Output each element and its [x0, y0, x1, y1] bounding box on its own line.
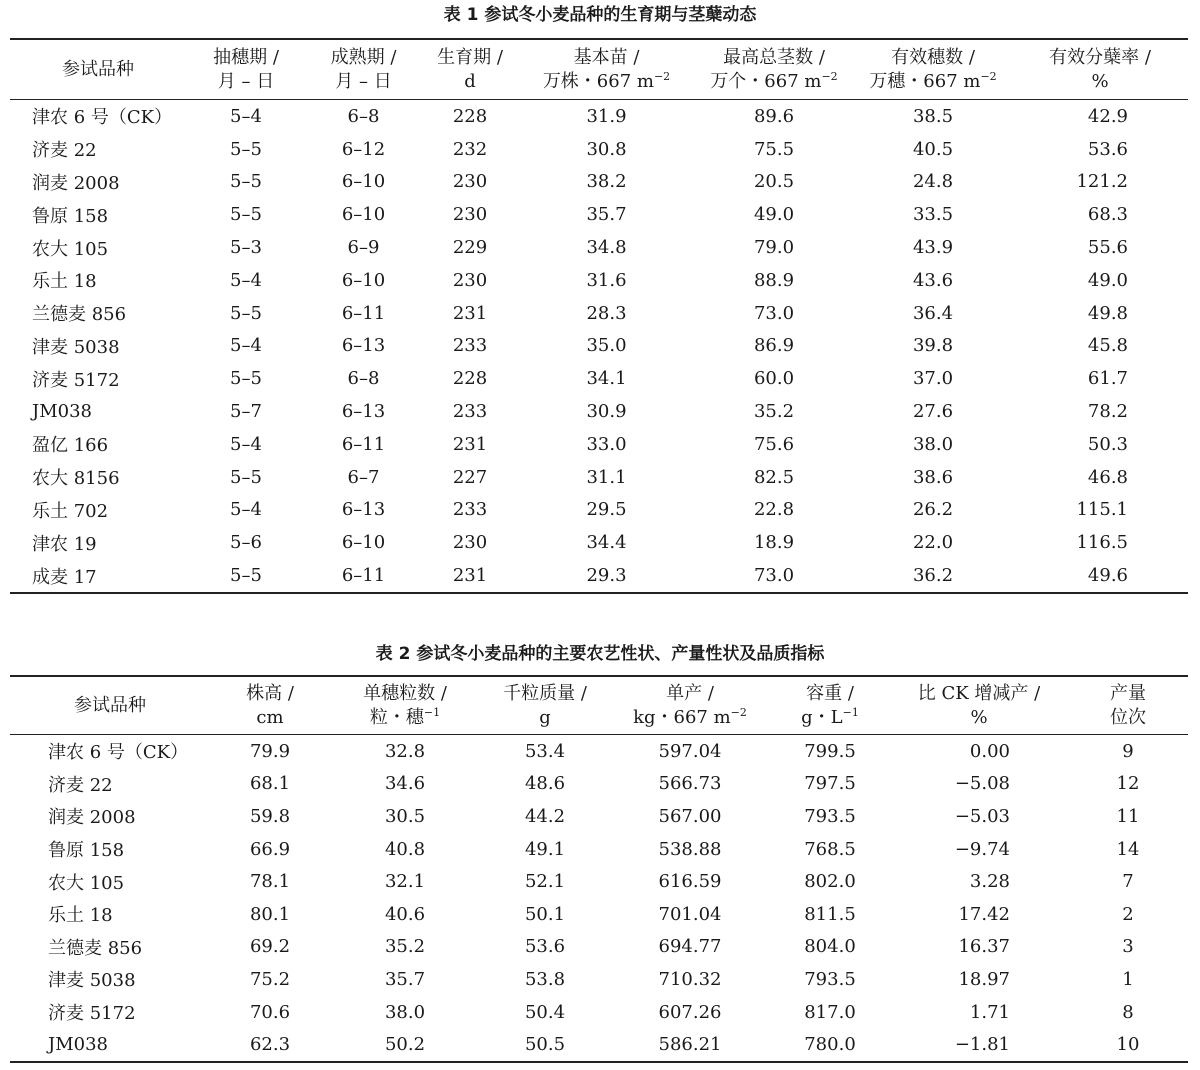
value-cell: 567.00	[658, 805, 722, 827]
value-cell: 22.0	[912, 532, 954, 554]
value-cell: 710.32	[658, 968, 722, 990]
table-row	[10, 768, 1188, 801]
value-cell: 49.6	[1087, 565, 1128, 587]
value-cell: 7	[1122, 871, 1134, 893]
value-cell: 75.2	[249, 968, 291, 990]
table-row	[10, 198, 1188, 231]
value-cell: 14	[1116, 838, 1140, 860]
value-cell: 233	[452, 335, 488, 357]
value-cell: 5–6	[230, 532, 262, 554]
header-line1: 有效穗数 /	[891, 46, 975, 68]
table-row	[10, 833, 1188, 866]
value-cell: 811.5	[804, 903, 856, 925]
value-cell: 55.6	[1087, 237, 1128, 259]
table2-caption: 表 2 参试冬小麦品种的主要农艺性状、产量性状及品质指标	[375, 644, 825, 664]
header-line2: kg・667 m	[633, 706, 731, 728]
header-line2: g・L	[801, 706, 843, 728]
header-line2: 粒・穗	[369, 706, 424, 728]
value-cell: 49.0	[1087, 269, 1128, 291]
value-cell: 22.8	[753, 499, 795, 521]
table-row	[10, 735, 1188, 768]
value-cell: 5–4	[230, 499, 262, 521]
value-cell: 68.1	[249, 773, 291, 795]
value-cell: 34.4	[586, 532, 627, 554]
value-cell: 768.5	[804, 838, 856, 860]
value-cell: 46.8	[1087, 466, 1128, 488]
variety-name-cell: 鲁原 158	[32, 205, 109, 227]
table1-header-5	[694, 39, 854, 100]
value-cell: 59.8	[249, 805, 291, 827]
variety-name-cell: 乐土 18	[32, 271, 97, 293]
value-cell: 61.7	[1087, 368, 1128, 390]
variety-name-cell: 成麦 17	[32, 566, 97, 588]
value-cell: 5–3	[230, 237, 262, 259]
value-cell: −1.81	[954, 1034, 1010, 1056]
value-cell: 5–4	[230, 269, 262, 291]
value-cell: 6–11	[341, 433, 386, 455]
variety-name-cell: 兰德麦 856	[48, 937, 143, 959]
value-cell: 53.6	[524, 936, 566, 958]
table2-body	[10, 735, 1188, 1062]
value-cell: 31.9	[586, 105, 627, 127]
value-cell: 538.88	[658, 838, 722, 860]
value-cell: 30.9	[586, 401, 627, 423]
header-line2: %	[970, 706, 988, 728]
value-cell: 6–12	[341, 138, 386, 160]
value-cell: 5–5	[230, 368, 262, 390]
value-cell: 34.1	[586, 368, 627, 390]
value-cell: 38.0	[912, 433, 954, 455]
value-cell: 35.7	[586, 204, 627, 226]
variety-name-cell: 济麦 22	[48, 774, 113, 796]
value-cell: 230	[452, 171, 488, 193]
value-cell: 17.42	[958, 903, 1010, 925]
table-row	[10, 166, 1188, 199]
value-cell: 35.0	[586, 335, 627, 357]
header-line2: g	[539, 706, 551, 728]
value-cell: 5–5	[230, 171, 262, 193]
value-cell: 40.8	[384, 838, 426, 860]
header-line2: 位次	[1110, 706, 1146, 728]
value-cell: 566.73	[658, 773, 722, 795]
table-row	[10, 898, 1188, 931]
value-cell: 6–8	[347, 105, 380, 127]
value-cell: 6–13	[341, 335, 386, 357]
value-cell: 32.8	[384, 740, 426, 762]
table-row	[10, 428, 1188, 461]
value-cell: 5–5	[230, 302, 262, 324]
variety-name-cell: 盈亿 166	[32, 435, 109, 457]
table-row	[10, 526, 1188, 559]
header-unit-exponent: −2	[653, 69, 671, 83]
value-cell: 597.04	[658, 740, 722, 762]
value-cell: 75.6	[753, 433, 795, 455]
value-cell: 230	[452, 532, 488, 554]
variety-name-cell: 润麦 2008	[48, 807, 136, 829]
value-cell: 48.6	[524, 773, 566, 795]
variety-name-cell: 济麦 5172	[48, 1003, 136, 1025]
value-cell: 49.1	[524, 838, 566, 860]
table2-header-5	[770, 676, 890, 735]
value-cell: 86.9	[753, 335, 795, 357]
value-cell: 6–10	[341, 204, 386, 226]
variety-name-cell: 农大 105	[32, 238, 109, 260]
value-cell: 78.1	[249, 871, 291, 893]
table1-caption: 表 1 参试冬小麦品种的生育期与茎蘖动态	[443, 5, 757, 25]
value-cell: 33.5	[912, 204, 954, 226]
value-cell: 6–13	[341, 401, 386, 423]
value-cell: 797.5	[804, 773, 856, 795]
value-cell: 40.6	[384, 903, 426, 925]
header-line1: 抽穗期 /	[213, 46, 279, 68]
value-cell: 5–4	[230, 433, 262, 455]
value-cell: 694.77	[658, 936, 722, 958]
value-cell: 50.3	[1087, 433, 1128, 455]
value-cell: 233	[452, 499, 488, 521]
value-cell: 73.0	[753, 565, 795, 587]
value-cell: 50.1	[524, 903, 566, 925]
table-row	[10, 931, 1188, 964]
value-cell: 28.3	[586, 302, 627, 324]
value-cell: 34.6	[384, 773, 426, 795]
value-cell: 228	[452, 368, 488, 390]
value-cell: 230	[452, 269, 488, 291]
table1-header-3	[421, 39, 519, 100]
value-cell: 35.2	[384, 936, 426, 958]
table2-header-2	[330, 676, 480, 735]
value-cell: 80.1	[249, 903, 291, 925]
value-cell: 30.8	[586, 138, 627, 160]
header-line2: d	[464, 70, 476, 92]
header-line2: 万穗・667 m	[869, 70, 981, 92]
table-row	[10, 494, 1188, 527]
value-cell: 231	[452, 565, 488, 587]
table2-header-1	[210, 676, 330, 735]
value-cell: 799.5	[804, 740, 856, 762]
header-line2: %	[1091, 70, 1109, 92]
table-row	[10, 231, 1188, 264]
header-line1: 比 CK 增减产 /	[917, 682, 1041, 704]
value-cell: −5.08	[954, 773, 1010, 795]
value-cell: 38.0	[384, 1001, 426, 1023]
variety-name-cell: 鲁原 158	[48, 840, 125, 862]
value-cell: 75.5	[753, 138, 795, 160]
variety-name-cell: JM038	[48, 1034, 109, 1056]
value-cell: 73.0	[753, 302, 795, 324]
value-cell: 27.6	[912, 401, 954, 423]
table-row	[10, 330, 1188, 363]
value-cell: 38.2	[586, 171, 627, 193]
value-cell: 39.8	[912, 335, 954, 357]
variety-name-cell: 津农 6 号（CK）	[48, 742, 189, 764]
value-cell: 6–8	[347, 368, 380, 390]
table2	[10, 675, 1188, 1063]
value-cell: 793.5	[804, 968, 856, 990]
value-cell: 18.9	[753, 532, 795, 554]
header-unit-exponent: −2	[821, 69, 838, 83]
table1-header-1	[186, 39, 306, 100]
value-cell: 53.6	[1087, 138, 1128, 160]
variety-name-cell: 津麦 5038	[32, 336, 120, 358]
value-cell: 6–11	[341, 302, 386, 324]
value-cell: 121.2	[1076, 171, 1128, 193]
value-cell: 82.5	[753, 466, 795, 488]
value-cell: 49.0	[753, 204, 795, 226]
value-cell: 233	[452, 401, 488, 423]
value-cell: 5–7	[230, 401, 262, 423]
variety-name-cell: 乐土 18	[48, 905, 113, 927]
table-row	[10, 865, 1188, 898]
value-cell: 5–5	[230, 466, 262, 488]
value-cell: 66.9	[249, 838, 291, 860]
value-cell: 89.6	[753, 105, 795, 127]
table1-body	[10, 100, 1188, 593]
value-cell: −5.03	[954, 805, 1010, 827]
table1-header-2	[306, 39, 421, 100]
value-cell: 586.21	[658, 1034, 722, 1056]
header-line2: 万株・667 m	[542, 70, 654, 92]
value-cell: 40.5	[912, 138, 954, 160]
value-cell: 35.2	[753, 401, 795, 423]
table-row	[10, 1028, 1188, 1062]
variety-name-cell: 济麦 5172	[32, 369, 120, 391]
value-cell: 49.8	[1087, 302, 1128, 324]
value-cell: 34.8	[586, 237, 627, 259]
header-line1: 产量	[1110, 682, 1146, 704]
value-cell: 0.00	[969, 740, 1010, 762]
value-cell: 11	[1116, 805, 1140, 827]
value-cell: 35.7	[384, 968, 426, 990]
header-unit-exponent: −1	[842, 705, 859, 719]
value-cell: 6–11	[341, 565, 386, 587]
value-cell: 6–10	[341, 269, 386, 291]
value-cell: 78.2	[1087, 401, 1128, 423]
header-line1: 最高总茎数 /	[723, 46, 825, 68]
value-cell: 2	[1122, 903, 1134, 925]
header-unit-exponent: −1	[423, 705, 441, 719]
value-cell: 616.59	[658, 871, 722, 893]
header-line1: 生育期 /	[437, 46, 503, 68]
table-row	[10, 395, 1188, 428]
value-cell: 50.5	[524, 1034, 566, 1056]
value-cell: 607.26	[658, 1001, 722, 1023]
value-cell: 8	[1122, 1001, 1134, 1023]
value-cell: 38.5	[912, 105, 954, 127]
table1	[10, 38, 1188, 594]
value-cell: 18.97	[958, 968, 1010, 990]
value-cell: 6–13	[341, 499, 386, 521]
value-cell: 231	[452, 302, 488, 324]
value-cell: 31.1	[586, 466, 627, 488]
value-cell: 29.5	[586, 499, 627, 521]
variety-name-cell: 润麦 2008	[32, 172, 120, 194]
value-cell: 115.1	[1076, 499, 1128, 521]
value-cell: 29.3	[586, 565, 627, 587]
value-cell: 88.9	[753, 269, 795, 291]
value-cell: 24.8	[912, 171, 954, 193]
table1-header-6	[854, 39, 1012, 100]
value-cell: 50.4	[524, 1001, 566, 1023]
value-cell: 9	[1122, 740, 1134, 762]
value-cell: 231	[452, 433, 488, 455]
header-line1: 基本苗 /	[573, 46, 640, 68]
value-cell: 79.9	[249, 740, 291, 762]
value-cell: 6–7	[347, 466, 380, 488]
header-line1: 单穗粒数 /	[363, 682, 447, 704]
value-cell: 227	[452, 466, 488, 488]
value-cell: 50.2	[384, 1034, 426, 1056]
value-cell: 228	[452, 105, 488, 127]
variety-name-cell: JM038	[32, 401, 93, 423]
table1-header-4	[519, 39, 694, 100]
value-cell: 229	[452, 237, 488, 259]
value-cell: 32.1	[384, 871, 426, 893]
value-cell: 12	[1116, 773, 1140, 795]
value-cell: 5–4	[230, 335, 262, 357]
table-row	[10, 461, 1188, 494]
table1-header-row	[10, 39, 1188, 100]
header-line1: 有效分蘖率 /	[1049, 46, 1151, 68]
value-cell: 232	[452, 138, 488, 160]
value-cell: 5–4	[230, 105, 262, 127]
variety-name-cell: 农大 105	[48, 872, 125, 894]
value-cell: 3.28	[969, 871, 1010, 893]
table-row	[10, 264, 1188, 297]
value-cell: 16.37	[958, 936, 1010, 958]
value-cell: 10	[1116, 1034, 1140, 1056]
header-line2: 月 – 日	[217, 70, 275, 92]
value-cell: 3	[1122, 936, 1134, 958]
header-line1: 容重 /	[806, 682, 854, 704]
value-cell: 37.0	[912, 368, 954, 390]
value-cell: 52.1	[524, 871, 566, 893]
header-line2: cm	[256, 706, 284, 728]
variety-name-cell: 津农 19	[32, 533, 97, 555]
table2-header-7	[1068, 676, 1188, 735]
value-cell: 45.8	[1087, 335, 1128, 357]
table2-header-4	[610, 676, 770, 735]
table-row	[10, 100, 1188, 133]
value-cell: 44.2	[524, 805, 566, 827]
value-cell: 6–9	[347, 237, 380, 259]
header-unit-exponent: −2	[980, 69, 997, 83]
table1-header-0	[10, 39, 186, 100]
value-cell: 817.0	[804, 1001, 856, 1023]
table-row	[10, 996, 1188, 1029]
value-cell: 53.8	[524, 968, 566, 990]
table2-header-row	[10, 676, 1188, 735]
value-cell: 43.6	[912, 269, 954, 291]
value-cell: 6–10	[341, 171, 386, 193]
header-line1: 参试品种	[62, 58, 134, 80]
value-cell: 5–5	[230, 565, 262, 587]
variety-name-cell: 乐土 702	[32, 500, 109, 522]
value-cell: 5–5	[230, 204, 262, 226]
value-cell: 31.6	[586, 269, 627, 291]
value-cell: 43.9	[912, 237, 954, 259]
table-row	[10, 559, 1188, 593]
table2-header-0	[10, 676, 210, 735]
value-cell: 42.9	[1087, 105, 1128, 127]
variety-name-cell: 济麦 22	[32, 140, 97, 162]
value-cell: 36.4	[912, 302, 954, 324]
variety-name-cell: 兰德麦 856	[32, 304, 127, 326]
value-cell: 79.0	[753, 237, 795, 259]
value-cell: 26.2	[912, 499, 954, 521]
value-cell: 5–5	[230, 138, 262, 160]
header-line1: 株高 /	[246, 682, 294, 704]
value-cell: −9.74	[954, 838, 1010, 860]
value-cell: 1.71	[969, 1001, 1010, 1023]
table1-header-7	[1012, 39, 1188, 100]
variety-name-cell: 农大 8156	[32, 468, 120, 490]
value-cell: 30.5	[384, 805, 426, 827]
header-line1: 单产 /	[666, 682, 714, 704]
header-line1: 成熟期 /	[330, 46, 397, 68]
table-row	[10, 297, 1188, 330]
value-cell: 38.6	[912, 466, 954, 488]
value-cell: 802.0	[804, 871, 856, 893]
value-cell: 116.5	[1076, 532, 1128, 554]
value-cell: 68.3	[1087, 204, 1128, 226]
header-line2: 月 – 日	[335, 70, 392, 92]
header-unit-exponent: −2	[730, 705, 747, 719]
value-cell: 20.5	[753, 171, 795, 193]
value-cell: 53.4	[524, 740, 566, 762]
table2-header-6	[890, 676, 1068, 735]
table-row	[10, 800, 1188, 833]
value-cell: 69.2	[249, 936, 291, 958]
value-cell: 33.0	[586, 433, 627, 455]
header-line1: 千粒质量 /	[503, 682, 587, 704]
value-cell: 230	[452, 204, 488, 226]
value-cell: 793.5	[804, 805, 856, 827]
value-cell: 70.6	[249, 1001, 291, 1023]
table-row	[10, 362, 1188, 395]
value-cell: 1	[1122, 968, 1134, 990]
variety-name-cell: 津麦 5038	[48, 970, 136, 992]
value-cell: 36.2	[912, 565, 954, 587]
header-line1: 参试品种	[74, 694, 146, 716]
value-cell: 62.3	[249, 1034, 291, 1056]
table2-header-3	[480, 676, 610, 735]
variety-name-cell: 津农 6 号（CK）	[32, 107, 173, 129]
table-row	[10, 133, 1188, 166]
table-row	[10, 963, 1188, 996]
header-line2: 万个・667 m	[710, 70, 822, 92]
value-cell: 60.0	[753, 368, 795, 390]
value-cell: 804.0	[804, 936, 856, 958]
value-cell: 780.0	[804, 1034, 856, 1056]
value-cell: 701.04	[658, 903, 722, 925]
value-cell: 6–10	[341, 532, 386, 554]
